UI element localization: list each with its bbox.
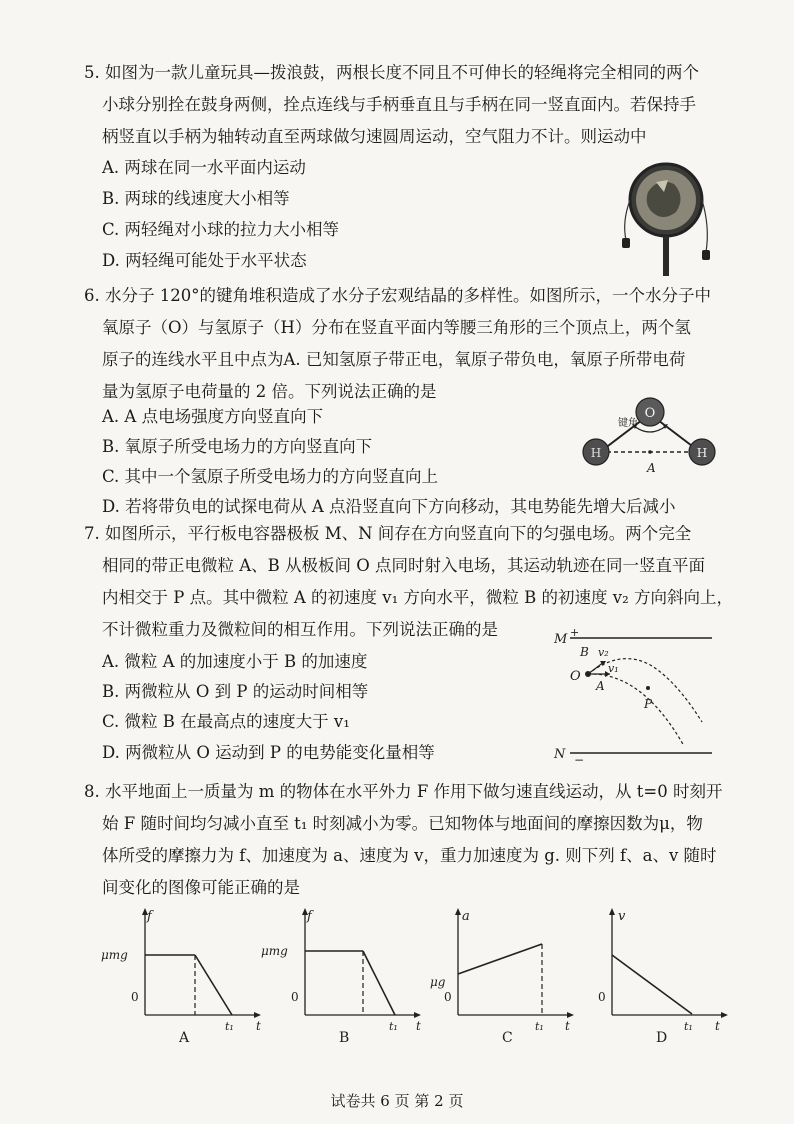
q7-option-b[interactable]: B. 两微粒从 O 到 P 的运动时间相等 [102, 682, 369, 701]
bond-angle-label: 键角 [618, 418, 638, 429]
graph-c-label: C [502, 1030, 513, 1046]
q7-line: 内相交于 P 点。其中微粒 A 的初速度 v₁ 方向水平，微粒 B 的初速度 v₂ 方向斜向上， [102, 588, 733, 607]
q6-line: 6. 水分子 120°的键角堆积造成了水分子宏观结晶的多样性。如图所示，一个水分子中 [84, 286, 711, 305]
point-p-label: P [644, 697, 653, 711]
v1-label: v₁ [608, 662, 619, 675]
graph-b-origin: 0 [291, 990, 299, 1004]
q6-option-b[interactable]: B. 氧原子所受电场力的方向竖直向下 [102, 437, 373, 456]
q7-line: 不计微粒重力及微粒间的相互作用。下列说法正确的是 [102, 620, 498, 639]
ball-right [702, 250, 710, 260]
plate-n-label: N [554, 747, 566, 762]
point-a-label: A [647, 461, 656, 475]
graph-b-y-axis: f [307, 909, 312, 924]
q6-line: 原子的连线水平且中点为A. 已知氢原子带正电，氧原子带负电，氧原子所带电荷 [102, 350, 686, 369]
plate-m-sign: + [570, 626, 580, 639]
q7-option-c[interactable]: C. 微粒 B 在最高点的速度大于 v₁ [102, 712, 350, 731]
graph-d-t1: t₁ [684, 1020, 693, 1033]
graph-c-origin: 0 [444, 990, 452, 1004]
graph-d-origin: 0 [598, 990, 606, 1004]
graph-d-y-axis: v [618, 909, 626, 924]
q8-line: 8. 水平地面上一质量为 m 的物体在水平外力 F 作用下做匀速直线运动，从 t=0 时刻开 [84, 782, 723, 801]
q8-line: 体所受的摩擦力为 f、加速度为 a、速度为 v，重力加速度为 g. 则下列 f、a、v 随时 [102, 846, 717, 865]
graph-a-origin: 0 [131, 990, 139, 1004]
q6-option-a[interactable]: A. A 点电场强度方向竖直向下 [102, 407, 324, 426]
graph-d-label: D [656, 1030, 668, 1046]
rattle-handle [663, 236, 669, 276]
graph-a-t: t [256, 1019, 261, 1033]
graph-a-t1: t₁ [225, 1020, 234, 1033]
q5-option-c[interactable]: C. 两轻绳对小球的拉力大小相等 [102, 220, 340, 239]
particle-b-label: B [580, 645, 589, 659]
graph-b-level: μmg [261, 944, 288, 958]
q5-line: 柄竖直以手柄为轴转动直至两球做匀速圆周运动，空气阻力不计。则运动中 [102, 127, 647, 146]
water-molecule-figure [572, 392, 722, 487]
graph-b-t1: t₁ [389, 1020, 398, 1033]
plate-n-sign: − [574, 753, 585, 766]
graph-c[interactable] [412, 900, 592, 1050]
q8-line: 始 F 随时间均匀减小直至 t₁ 时刻减小为零。已知物体与地面间的摩擦因数为μ，物 [102, 814, 703, 833]
particle-a-label: A [596, 679, 605, 693]
q5-option-d[interactable]: D. 两轻绳可能处于水平状态 [102, 251, 307, 270]
ball-left [622, 238, 630, 248]
capacitor-figure [552, 626, 722, 766]
graph-a-level: μmg [101, 948, 128, 962]
q5-option-a[interactable]: A. 两球在同一水平面内运动 [102, 158, 306, 177]
q5-line: 小球分别拴在鼓身两侧，拴点连线与手柄垂直且与手柄在同一竖直面内。若保持手 [102, 95, 696, 114]
graph-c-t1: t₁ [535, 1020, 544, 1033]
q5-option-b[interactable]: B. 两球的线速度大小相等 [102, 189, 290, 208]
graph-c-level: μg [430, 975, 446, 989]
q7-line: 7. 如图所示，平行板电容器极板 M、N 间存在方向竖直向下的匀强电场。两个完全 [84, 524, 692, 543]
q6-option-c[interactable]: C. 其中一个氢原子所受电场力的方向竖直向上 [102, 467, 439, 486]
graph-c-t: t [565, 1019, 570, 1033]
plate-m-label: M [554, 632, 568, 647]
graph-c-y-axis: a [462, 909, 470, 924]
q7-option-a[interactable]: A. 微粒 A 的加速度小于 B 的加速度 [102, 652, 368, 671]
q6-option-d[interactable]: D. 若将带负电的试探电荷从 A 点沿竖直向下方向移动，其电势能先增大后减小 [102, 497, 676, 516]
graph-a-label: A [179, 1030, 190, 1046]
hydrogen-left-label: H [590, 446, 602, 460]
page-footer: 试卷共 6 页 第 2 页 [330, 1092, 464, 1110]
graph-a[interactable] [95, 900, 275, 1050]
q8-line: 间变化的图像可能正确的是 [102, 878, 300, 897]
q6-line: 量为氢原子电荷量的 2 倍。下列说法正确的是 [102, 382, 437, 401]
graph-b-t: t [416, 1019, 421, 1033]
rattle-drum-figure [608, 152, 718, 277]
graph-d-t: t [715, 1019, 720, 1033]
graph-b-label: B [339, 1030, 350, 1046]
graph-b[interactable] [255, 900, 435, 1050]
q5-line: 5. 如图为一款儿童玩具—拨浪鼓，两根长度不同且不可伸长的轻绳将完全相同的两个 [84, 63, 699, 82]
v2-label: v₂ [598, 646, 609, 659]
oxygen-label: O [644, 406, 656, 421]
hydrogen-right-label: H [696, 446, 708, 460]
graph-a-y-axis: f [147, 909, 152, 924]
point-o-label: O [570, 669, 581, 684]
trajectory-b [588, 659, 702, 722]
q7-line: 相同的带正电微粒 A、B 从极板间 O 点同时射入电场，其运动轨迹在同一竖直平面 [102, 556, 706, 575]
q7-option-d[interactable]: D. 两微粒从 O 运动到 P 的电势能变化量相等 [102, 743, 435, 762]
q6-line: 氧原子（O）与氢原子（H）分布在竖直平面内等腰三角形的三个顶点上，两个氢 [102, 318, 691, 337]
graph-d[interactable] [570, 900, 750, 1050]
